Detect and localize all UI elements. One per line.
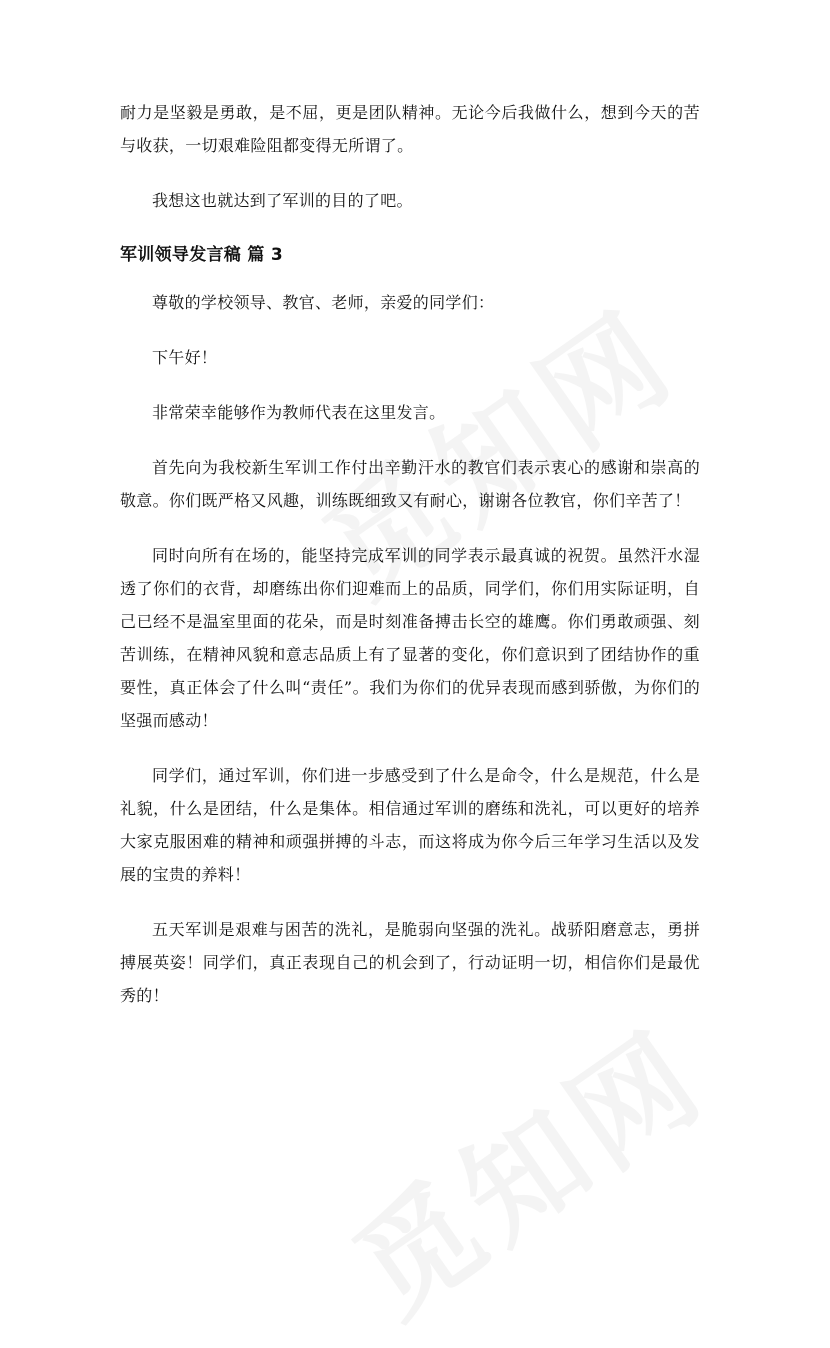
thanks-paragraph: 首先向为我校新生军训工作付出辛勤汗水的教官们表示衷心的感谢和崇高的敬意。你们既严格又风趣，训练既细致又有耐心，谢谢各位教官，你们辛苦了！	[120, 458, 700, 510]
final-paragraph: 五天军训是艰难与困苦的洗礼，是脆弱向坚强的洗礼。战骄阳磨意志，勇拼搏展英姿！同学们，真正表现自己的机会到了，行动证明一切，相信你们是最优秀的！	[120, 920, 700, 1005]
meaning-paragraph: 同学们，通过军训，你们进一步感受到了什么是命令，什么是规范，什么是礼貌，什么是团结，什么是集体。相信通过军训的磨练和洗礼，可以更好的培养大家克服困难的精神和顽强拼搏的斗志，而这将成为你今后三年学习生活以及发展的宝贵的养料！	[120, 766, 700, 884]
watermark-bottom	[316, 984, 734, 1348]
greeting: 下午好！	[152, 348, 218, 367]
section-title: 军训领导发言稿 篇 3	[120, 245, 283, 265]
intro-paragraph: 非常荣幸能够作为教师代表在这里发言。	[152, 403, 446, 422]
congrats-paragraph: 同时向所有在场的，能坚持完成军训的同学表示最真诚的祝贺。虽然汗水湿透了你们的衣背，却磨练出你们迎难而上的品质，同学们，你们用实际证明，自己已经不是温室里面的花朵，而是时刻准备搏击长空的雄鹰。你们勇敢顽强、刻苦训练，在精神风貌和意志品质上有了显著的变化，你们意识到了团结协作的重要性，真正体会了什么叫“责任”。我们为你们的优异表现而感到骄傲，为你们的坚强而感动！	[120, 546, 700, 730]
document-body	[120, 96, 700, 1034]
continued-paragraph: 耐力是坚毅是勇敢，是不屈，更是团队精神。无论今后我做什么，想到今天的苦与收获，一切艰难险阻都变得无所谓了。	[120, 103, 700, 155]
salutation: 尊敬的学校领导、教官、老师，亲爱的同学们：	[152, 293, 495, 312]
closing-line: 我想这也就达到了军训的目的了吧。	[152, 191, 413, 210]
